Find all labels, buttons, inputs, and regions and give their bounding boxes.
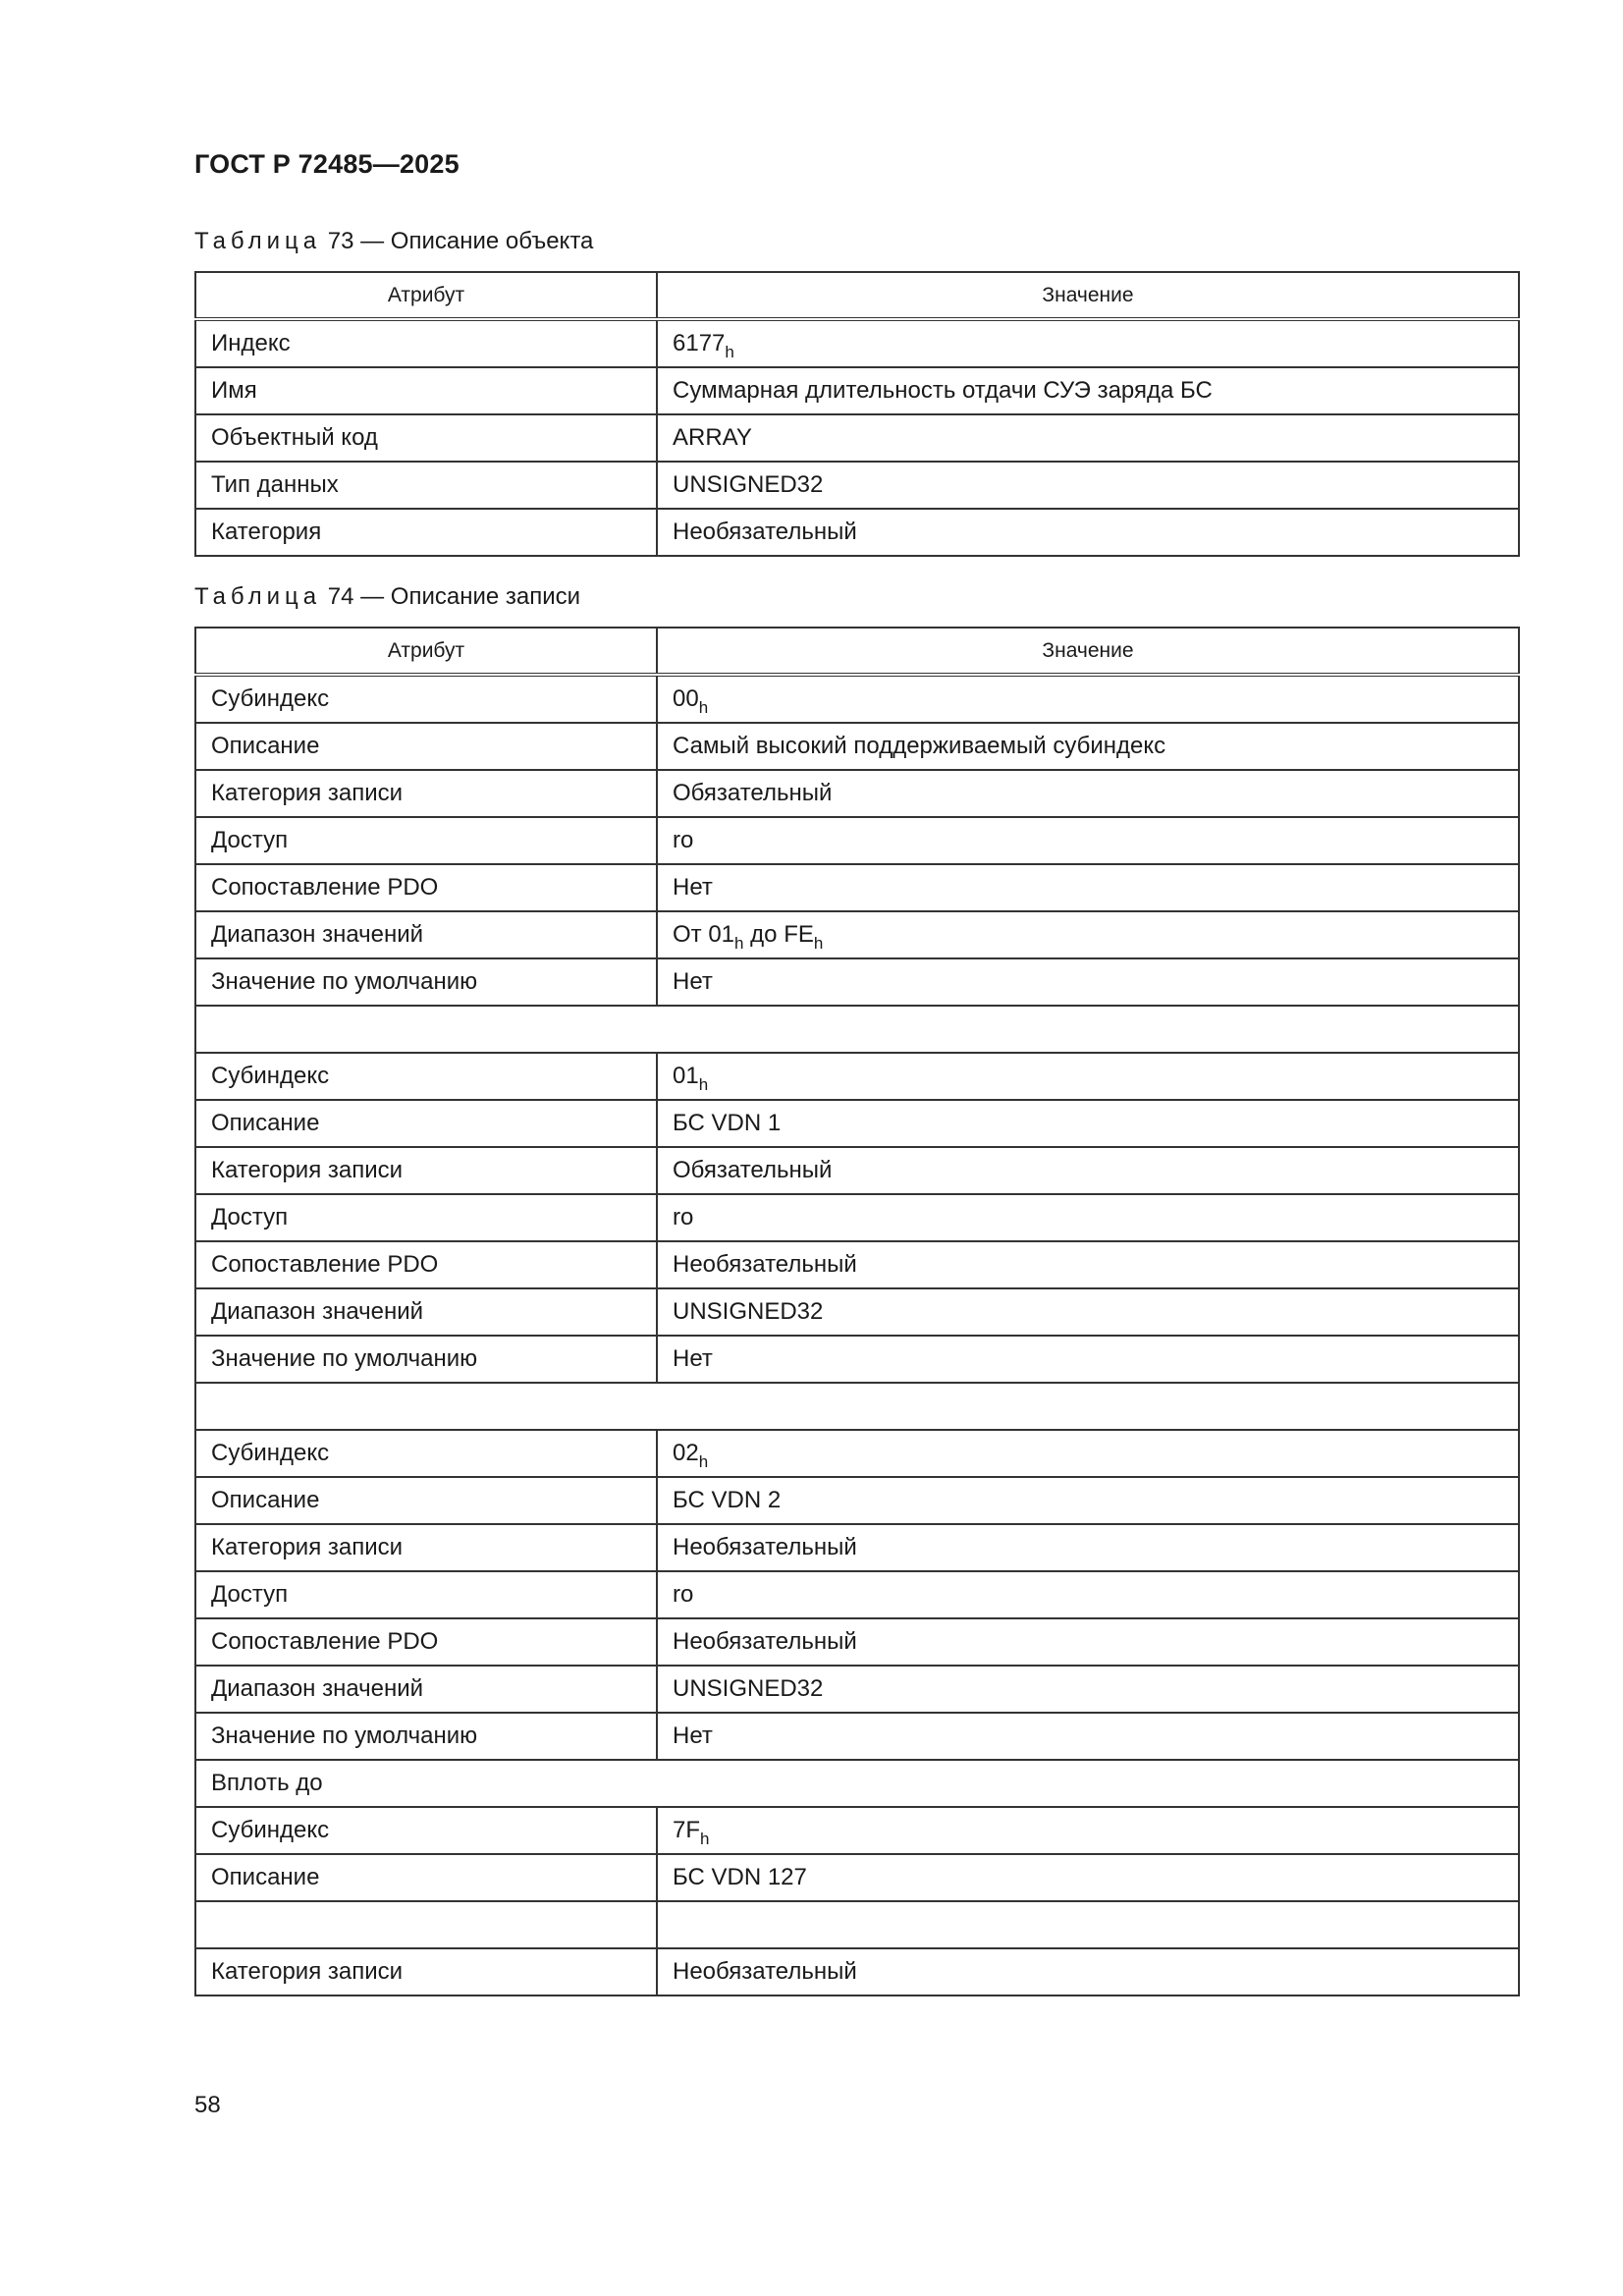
attribute-cell: Диапазон значений (195, 1666, 657, 1713)
value-cell: Обязательный (657, 1147, 1519, 1194)
table-row (195, 509, 1519, 556)
attribute-cell: Категория записи (195, 1147, 657, 1194)
table-row (195, 1807, 1519, 1854)
hex-suffix: h (698, 1075, 709, 1094)
column-header-attribute: Атрибут (195, 628, 657, 675)
attribute-cell: Диапазон значений (195, 911, 657, 958)
value-cell: Необязательный (657, 1241, 1519, 1288)
empty-cell (195, 1383, 1519, 1430)
attribute-cell: Сопоставление PDO (195, 1618, 657, 1666)
table-row (195, 319, 1519, 367)
attribute-cell: Описание (195, 723, 657, 770)
value-cell: UNSIGNED32 (657, 462, 1519, 509)
hex-suffix: h (734, 934, 744, 953)
value-cell: Необязательный (657, 1524, 1519, 1571)
attribute-cell: Описание (195, 1854, 657, 1901)
table-row (195, 958, 1519, 1006)
table-row (195, 1524, 1519, 1571)
table-row (195, 770, 1519, 817)
attribute-cell: Описание (195, 1100, 657, 1147)
table-73-caption (194, 228, 593, 255)
value-cell: Самый высокий поддерживаемый субиндекс (657, 723, 1519, 770)
hex-suffix: h (698, 1452, 709, 1471)
value-cell: Необязательный (657, 509, 1519, 556)
caption-word: Таблица (194, 583, 322, 610)
attribute-cell: Описание (195, 1477, 657, 1524)
value-cell: БС VDN 1 (657, 1100, 1519, 1147)
value-cell: Нет (657, 1336, 1519, 1383)
table-row (195, 1854, 1519, 1901)
attribute-cell: Тип данных (195, 462, 657, 509)
table-row (195, 367, 1519, 414)
caption-word: Таблица (194, 228, 322, 254)
table-row (195, 1948, 1519, 1995)
table-row (195, 1618, 1519, 1666)
empty-row (195, 1901, 1519, 1948)
attribute-cell: Субиндекс (195, 1430, 657, 1477)
attribute-cell: Значение по умолчанию (195, 1713, 657, 1760)
attribute-cell: Объектный код (195, 414, 657, 462)
value-cell (657, 675, 1519, 723)
attribute-cell: Имя (195, 367, 657, 414)
attribute-cell: Субиндекс (195, 1807, 657, 1854)
table-row (195, 817, 1519, 864)
table-header-row (195, 272, 1519, 319)
attribute-cell: Сопоставление PDO (195, 864, 657, 911)
table-74 (194, 627, 1520, 1996)
table-row (195, 1571, 1519, 1618)
table-row (195, 1241, 1519, 1288)
value-cell: Необязательный (657, 1618, 1519, 1666)
column-header-attribute: Атрибут (195, 272, 657, 319)
value-text: до FE (743, 921, 814, 948)
attribute-cell: Категория записи (195, 1948, 657, 1995)
table-row (195, 911, 1519, 958)
table-74-caption (194, 583, 580, 611)
upto-cell: Вплоть до (195, 1760, 1519, 1807)
table-row (195, 1430, 1519, 1477)
value-text: 01 (673, 1063, 699, 1089)
value-cell: БС VDN 127 (657, 1854, 1519, 1901)
value-cell: ARRAY (657, 414, 1519, 462)
attribute-cell: Индекс (195, 319, 657, 367)
empty-cell (657, 1901, 1519, 1948)
caption-text: 73 — Описание объекта (321, 228, 594, 254)
value-cell: Суммарная длительность отдачи СУЭ заряда БС (657, 367, 1519, 414)
page-number: 58 (194, 2092, 221, 2118)
attribute-cell: Категория (195, 509, 657, 556)
table-row (195, 675, 1519, 723)
value-cell: ro (657, 1194, 1519, 1241)
attribute-cell: Значение по умолчанию (195, 1336, 657, 1383)
value-cell: ro (657, 1571, 1519, 1618)
attribute-cell: Диапазон значений (195, 1288, 657, 1336)
value-text: От 01 (673, 921, 735, 948)
spacer-row (195, 1006, 1519, 1053)
document-header: ГОСТ Р 72485—2025 (194, 149, 460, 179)
upto-row (195, 1760, 1519, 1807)
value-cell: UNSIGNED32 (657, 1666, 1519, 1713)
attribute-cell: Субиндекс (195, 675, 657, 723)
table-row (195, 1336, 1519, 1383)
table-row (195, 462, 1519, 509)
table-row (195, 414, 1519, 462)
table-header-row (195, 628, 1519, 675)
value-cell: Обязательный (657, 770, 1519, 817)
hex-suffix: h (725, 343, 734, 361)
value-cell: Нет (657, 1713, 1519, 1760)
spacer-row (195, 1383, 1519, 1430)
attribute-cell: Категория записи (195, 770, 657, 817)
hex-suffix: h (700, 1830, 710, 1848)
caption-text: 74 — Описание записи (321, 583, 581, 610)
value-cell: Нет (657, 864, 1519, 911)
table-row (195, 1666, 1519, 1713)
hex-suffix: h (813, 934, 824, 953)
table-row (195, 1288, 1519, 1336)
attribute-cell: Категория записи (195, 1524, 657, 1571)
attribute-cell: Доступ (195, 817, 657, 864)
hex-suffix: h (698, 698, 709, 717)
attribute-cell: Сопоставление PDO (195, 1241, 657, 1288)
value-cell: Нет (657, 958, 1519, 1006)
empty-cell (195, 1006, 1519, 1053)
value-cell: БС VDN 2 (657, 1477, 1519, 1524)
value-text: 7F (673, 1817, 701, 1843)
empty-cell (195, 1901, 657, 1948)
value-cell (657, 911, 1519, 958)
table-73 (194, 271, 1520, 557)
table-row (195, 723, 1519, 770)
value-text: 6177 (673, 330, 726, 356)
value-text: 02 (673, 1440, 699, 1466)
table-row (195, 1194, 1519, 1241)
value-text: 00 (673, 685, 699, 712)
value-cell (657, 1807, 1519, 1854)
value-cell (657, 319, 1519, 367)
attribute-cell: Доступ (195, 1571, 657, 1618)
table-row (195, 1100, 1519, 1147)
attribute-cell: Значение по умолчанию (195, 958, 657, 1006)
value-cell: Необязательный (657, 1948, 1519, 1995)
value-cell (657, 1430, 1519, 1477)
column-header-value: Значение (657, 272, 1519, 319)
table-row (195, 1147, 1519, 1194)
attribute-cell: Субиндекс (195, 1053, 657, 1100)
table-row (195, 1053, 1519, 1100)
column-header-value: Значение (657, 628, 1519, 675)
value-cell: UNSIGNED32 (657, 1288, 1519, 1336)
table-row (195, 864, 1519, 911)
value-cell (657, 1053, 1519, 1100)
attribute-cell: Доступ (195, 1194, 657, 1241)
table-row (195, 1477, 1519, 1524)
value-cell: ro (657, 817, 1519, 864)
table-row (195, 1713, 1519, 1760)
